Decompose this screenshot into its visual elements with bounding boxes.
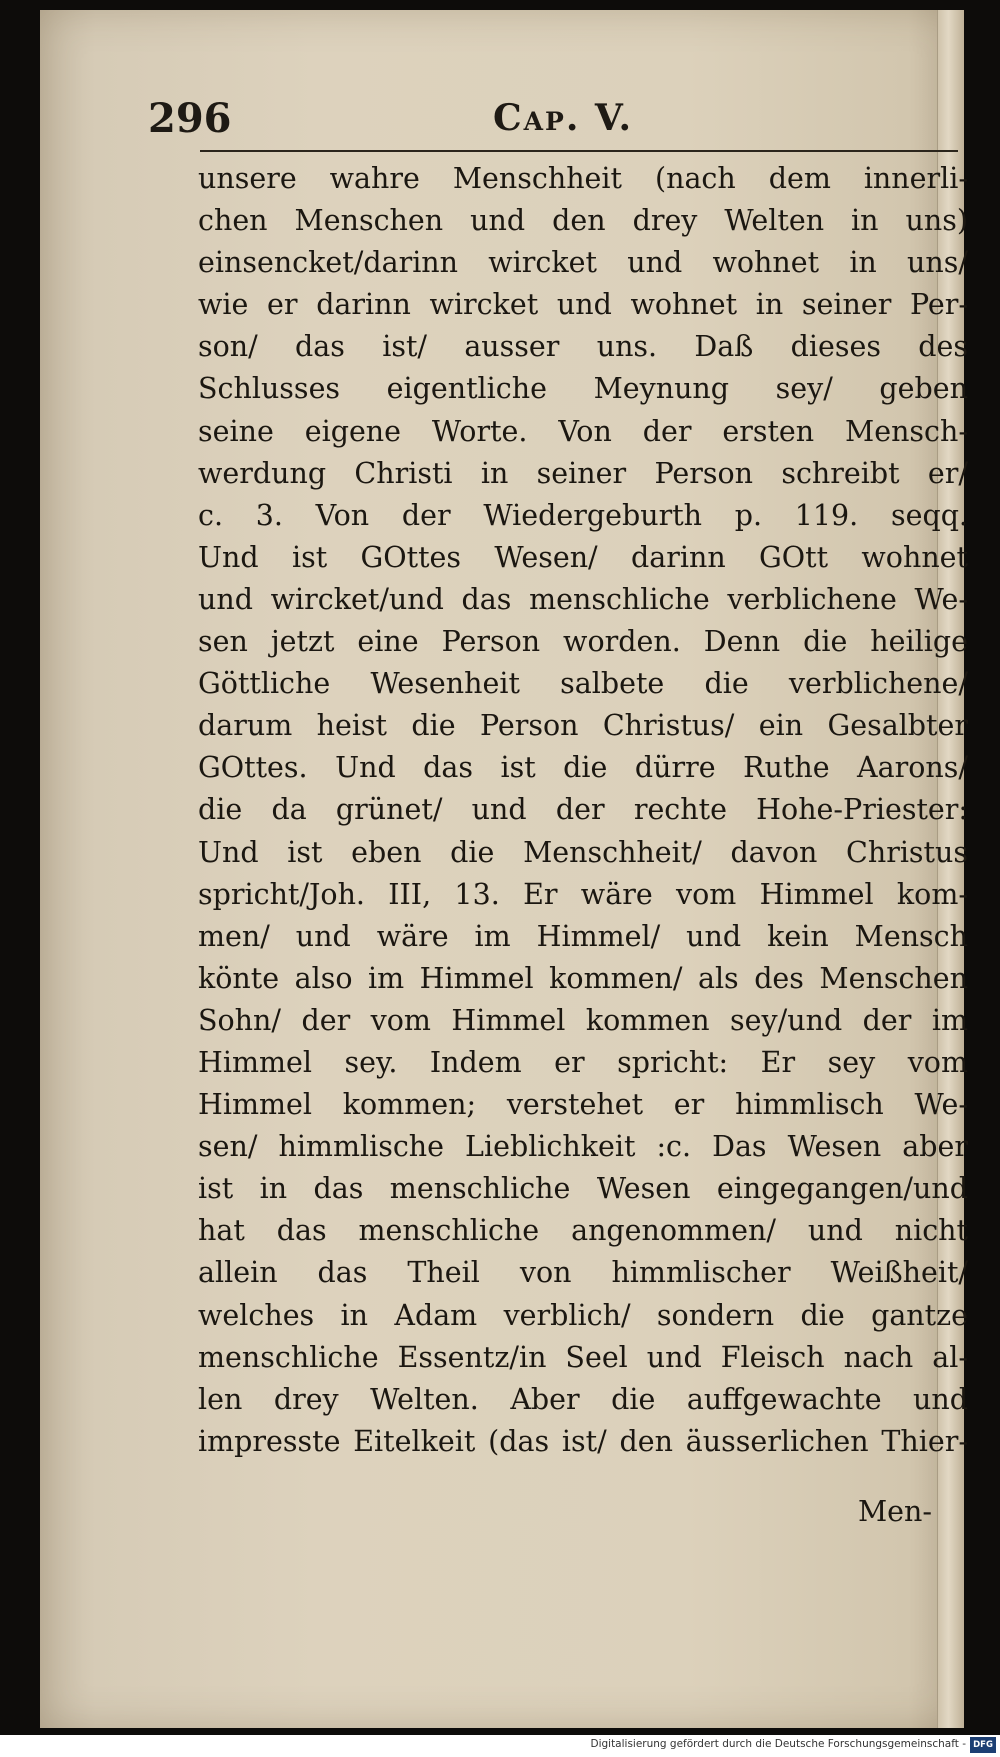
text-line: seine eigene Worte. Von der ersten Mensch- [198,414,968,448]
text-line: allein das Theil von himmlischer Weißheit/ [198,1256,968,1290]
text-line: Sohn/ der vom Himmel kommen sey/und der im [198,1003,968,1037]
text-line: und wircket/und das menschliche verblichene We- [198,582,968,616]
text-line: einsencket/darinn wircket und wohnet in uns/ [198,246,968,280]
text-line: c. 3. Von der Wiedergeburth p. 119. seqq. [198,498,968,532]
text-line: spricht/Joh. III, 13. Er wäre vom Himmel kom- [198,877,968,911]
funding-credit: Digitalisierung gefördert durch die Deutsche Forschungsgemeinschaft - [590,1738,966,1750]
text-line: sen jetzt eine Person worden. Denn die heilige [198,625,968,659]
text-line: sen/ himmlische Lieblichkeit :c. Das Wesen aber [198,1130,968,1164]
text-line: men/ und wäre im Himmel/ und kein Mensch [198,919,968,953]
text-line: chen Menschen und den drey Welten in uns) [198,204,968,238]
text-line: Himmel sey. Indem er spricht: Er sey vom [198,1045,968,1079]
footer [0,1735,1000,1757]
text-line: ist in das menschliche Wesen eingegangen/und [198,1172,968,1206]
text-line: die da grünet/ und der rechte Hohe-Priester: [198,793,968,827]
text-line: werdung Christi in seiner Person schreibt er/ [198,456,968,490]
text-line: Göttliche Wesenheit salbete die verblichene/ [198,667,968,701]
text-line: impresste Eitelkeit (das ist/ den äusserlichen Thier- [198,1424,968,1458]
text-line: Schlusses eigentliche Meynung sey/ geben [198,372,968,406]
text-line: wie er darinn wircket und wohnet in seiner Per- [198,288,968,322]
header-rule [200,150,958,152]
text-line: menschliche Essentz/in Seel und Fleisch nach al- [198,1340,968,1374]
running-head: Cap. V. [493,97,634,139]
text-line: Und ist eben die Menschheit/ davon Christus [198,835,968,869]
text-line: Und ist GOttes Wesen/ darinn GOtt wohnet [198,540,968,574]
text-line: len drey Welten. Aber die auffgewachte und [198,1382,968,1416]
page-number: 296 [148,95,232,142]
text-line: hat das menschliche angenommen/ und nicht [198,1214,968,1248]
text-line: könte also im Himmel kommen/ als des Menschen [198,961,968,995]
page-header [148,95,968,155]
text-line: unsere wahre Menschheit (nach dem innerli- [198,162,968,195]
text-line: GOttes. Und das ist die dürre Ruthe Aarons/ [198,751,968,785]
text-line: darum heist die Person Christus/ ein Gesalbter [198,709,968,743]
body-text [198,158,968,1463]
catchword: Men- [858,1495,933,1528]
text-line: Himmel kommen; verstehet er himmlisch We- [198,1088,968,1122]
text-line: son/ das ist/ ausser uns. Daß dieses des [198,330,968,364]
text-line: welches in Adam verblich/ sondern die gantze [198,1298,968,1332]
dfg-logo: DFG [970,1737,996,1753]
